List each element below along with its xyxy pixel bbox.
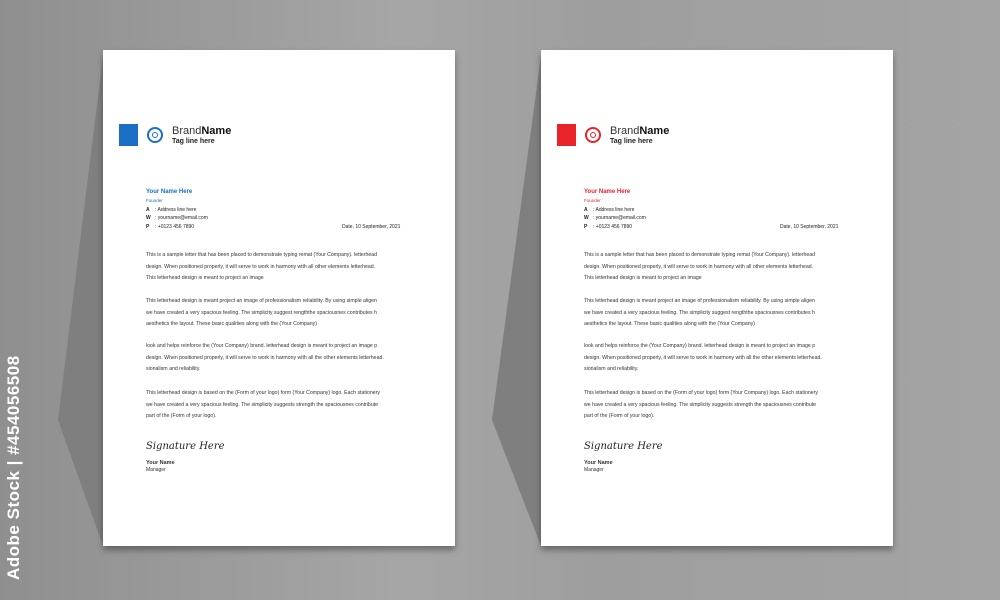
sender-name: Your Name Here [146,189,193,195]
web-line: W : yourname@email.com [146,215,208,221]
address-line: A : Address line here [146,207,197,213]
letter-date: Date, 10 September, 2021 [342,224,401,230]
address-line: A : Address line here [584,207,635,213]
sender-name: Your Name Here [584,189,631,195]
tagline: Tag line here [172,138,215,145]
web-line: W : yourname@email.com [584,215,646,221]
signature: Signature Here [146,441,225,452]
letterhead-red [541,50,893,546]
paragraph: This is a sample letter that has been placed to demonstrate typing remat (Your Company). letterhead design. When positioned properly, it will serve to work in harmony with all other elements letterhead. This letterhead design is meant to project an image [146,252,378,281]
signer-role: Manager [146,467,166,473]
paragraph: look and helps reinforce the (Your Company) brand. letterhead design is meant to project an image p design. When positioned properly, it will serve to work in harmony with all the other elements letterhead. sionalism and reliability. [146,343,384,372]
paragraph: This letterhead design is based on the (Form of your logo) form (Your Company) logo. Each stationery we have created a very spacious feeling. The simplicity suggests strength the spaciousnes contribute part of the (Form of your logo). [146,390,380,419]
logo-square [557,124,576,146]
logo-square [119,124,138,146]
paragraph: This letterhead design is meant project an image of professionalism reliability. By using simple aligen we have created a very spacious feeling. The simplicity suggest rengththe spaciousnes contributes h aesthetics the layout. These basic qualities along with the (Your Company) [146,298,377,327]
brand-name: BrandName [172,125,232,137]
tagline: Tag line here [610,138,653,145]
letterhead-blue [103,50,455,546]
paragraph: This letterhead design is based on the (Form of your logo) form (Your Company) logo. Each stationery we have created a very spacious feeling. The simplicity suggests strength the spaciousnes contribute part of the (Form of your logo). [584,390,818,419]
signature: Signature Here [584,441,663,452]
sender-role: Founder [146,198,163,203]
paragraph: look and helps reinforce the (Your Company) brand. letterhead design is meant to project an image p design. When positioned properly, it will serve to work in harmony with all the other elements letterhead. sionalism and reliability. [584,343,822,372]
sender-role: Founder [584,198,601,203]
paragraph: This letterhead design is meant project an image of professionalism reliability. By using simple aligen we have created a very spacious feeling. The simplicity suggest rengththe spaciousnes contributes h aesthetics the layout. These basic qualities along with the (Your Company) [584,298,815,327]
phone-line: P : +0123 456 7890 [584,224,633,230]
paragraph: This is a sample letter that has been placed to demonstrate typing remat (Your Company). letterhead design. When positioned properly, it will serve to work in harmony with all other elements letterhead. This letterhead design is meant to project an image [584,252,816,281]
brand-name: BrandName [610,125,670,137]
brand-logo-icon [147,127,163,143]
signer-role: Manager [584,467,604,473]
letter-date: Date, 10 September, 2021 [780,224,839,230]
phone-line: P : +0123 456 7890 [146,224,195,230]
stock-watermark: Adobe Stock | #454056508 [4,355,23,580]
signer-name: Your Name [584,460,613,466]
brand-logo-icon [585,127,601,143]
signer-name: Your Name [146,460,175,466]
